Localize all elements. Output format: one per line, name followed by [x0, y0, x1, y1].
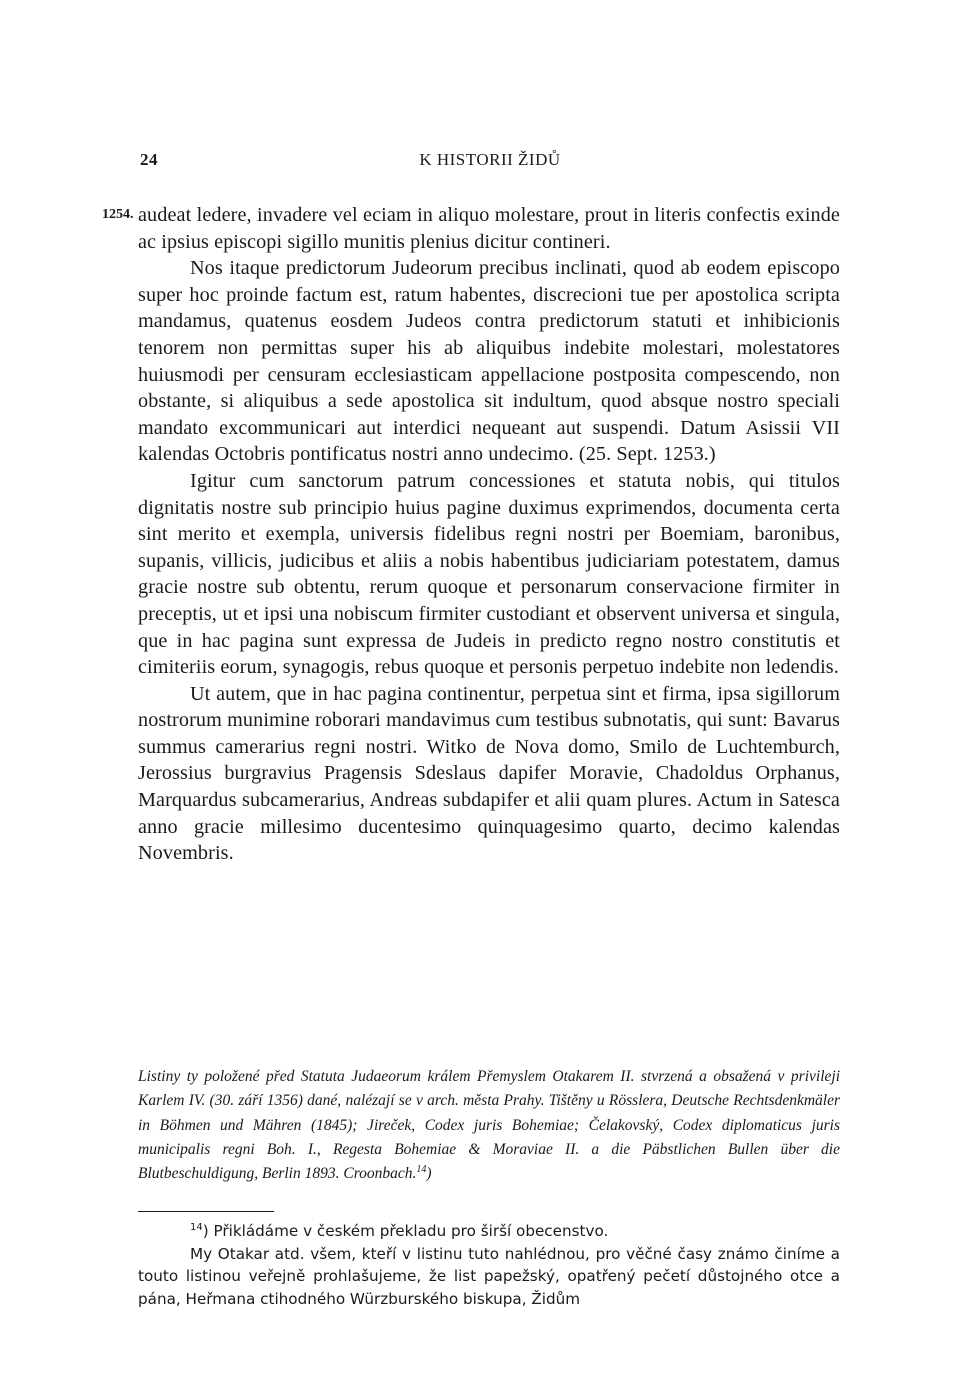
footnotes	[138, 1220, 840, 1310]
page-number: 24	[140, 150, 158, 169]
paragraph-3: Igitur cum sanctorum patrum concessiones et statuta nobis, qui titulos dignitatis nostre sub principio huius pagine duximus exprimendos, documenta certa sint merito et exempla, universis fidelibus regni nostri per Boemiam, baronibus, supanis, villicis, judicibus et aliis a nobis habentibus judiciariam potestatem, damus gracie nostre sub obtentu, rerum quoque et personarum conservacione firmiter in preceptis, ut et ipsi una nobiscum firmiter custodiant et observent universa et singula, que in hac pagina sunt expressa de Judeis in predicto regno nostro constitutis et cimiteriis eorum, synagogis, rebus quoque et personis perpetuo indebite non ledendis.	[138, 469, 840, 679]
page-header	[140, 150, 840, 174]
footnote-translation: My Otakar atd. všem, kteří v listinu tuto nahlédnou, pro věčné časy známo činíme a touto listinou veřejně prohlašujeme, že list papežský, opatřený pečetí důstojného otce a pána, Heřmana ctihodného Würzburského biskupa, Židům	[138, 1244, 840, 1308]
source-note-end: )	[426, 1165, 432, 1183]
paragraph-1: audeat ledere, invadere vel eciam in aliquo molestare, prout in literis confectis exinde ac ipsius episcopi sigillo munitis plenius dicitur contineri.	[138, 204, 840, 253]
footnote-mark: 14	[190, 1221, 203, 1233]
paragraph-2: Nos itaque predictorum Judeorum precibus inclinati, quod ab eodem episcopo super hoc proinde factum est, ratum habentes, discrecioni tue per apostolica scripta mandamus, quatenus eosdem Judeos contra predictorum statuti et inhibicionis tenorem non permittas super his ab aliquibus indebite molestari, molestatores huiusmodi per censuram ecclesiasticam appellacione postposita compescendo, non obstante, si aliquibus a sede apostolica sit indultum, quod absque nostro speciali mandato excommunicari aut interdici nequeant aut suspendi. Datum Asissii VII kalendas Octobris pontificatus nostri anno undecimo. (25. Sept. 1253.)	[138, 257, 840, 466]
footnote-rule	[138, 1211, 274, 1212]
paragraph-4: Ut autem, que in hac pagina continentur, perpetua sint et firma, ipsa sigillorum nostrorum munimine roborari mandavimus cum testibus subnotatis, qui sunt: Bavarus summus camerarius regni nostri. Witko de Nova domo, Smilo de Luchtemburch, Jerossius burgravius Pragensis Sdeslaus dapifer Moravie, Chadoldus Orphanus, Marquardus subcamerarius, Andreas subdapifer et alii quam plures. Actum in Satesca anno gracie millesimo ducentesimo quinquagesimo quarto, decimo kalendas Novembris.	[138, 682, 840, 865]
main-text	[138, 202, 840, 867]
running-title: K HISTORII ŽIDŮ	[419, 150, 561, 169]
source-note	[138, 1065, 840, 1186]
source-note-text: Listiny ty položené před Statuta Judaeorum králem Přemyslem Otakarem II. stvrzená a obsažená v privileji Karlem IV. (30. září 1356) dané, nalézají se v arch. města Prahy. Tištěny u Rösslera, Deutsche Rechtsdenkmäler in Böhmen und Mähren (1845); Jireček, Codex juris Bohemiae; Čelakovský, Codex diplomaticus juris municipalis regni Boh. I., Regesta Bohemiae & Moraviae II. a die Päbstlichen Bullen über die Blutbeschuldigung, Berlin 1893. Croonbach.	[138, 1068, 840, 1183]
margin-year: 1254.	[102, 207, 134, 222]
footnote-line-1: ) Přikládáme v českém překladu pro širší obecenstvo.	[202, 1222, 609, 1240]
footnote-reference: 14	[416, 1164, 427, 1176]
